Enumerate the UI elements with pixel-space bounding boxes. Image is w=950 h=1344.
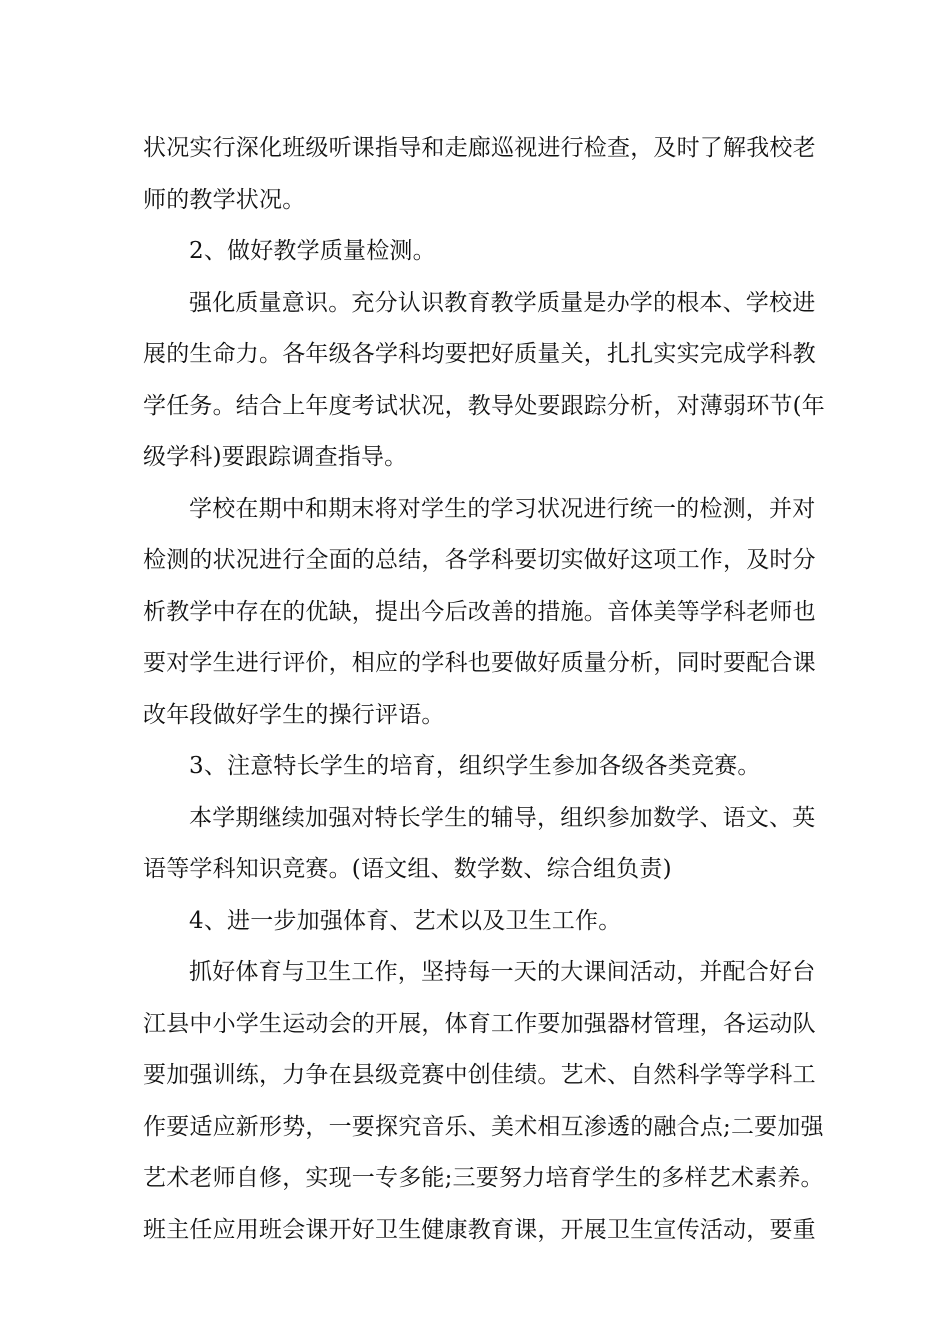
text-line: 师的教学状况。 bbox=[143, 186, 306, 213]
text-line: 展的生命力。各年级各学科均要把好质量关，扎扎实实完成学科教 bbox=[143, 341, 816, 367]
text-line: 检测的状况进行全面的总结，各学科要切实做好这项工作，及时分 bbox=[143, 547, 816, 573]
text-line: 艺术老师自修，实现一专多能;三要努力培育学生的多样艺术素养。 bbox=[143, 1165, 824, 1191]
text-line: 抓好体育与卫生工作，坚持每一天的大课间活动，并配合好台 bbox=[189, 959, 816, 985]
text-line: 要对学生进行评价，相应的学科也要做好质量分析，同时要配合课 bbox=[143, 650, 816, 676]
text-line: 语等学科知识竞赛。(语文组、数学数、综合组负责) bbox=[143, 856, 672, 882]
section-heading: 4、进一步加强体育、艺术以及卫生工作。 bbox=[189, 907, 622, 934]
section-heading: 2、做好教学质量检测。 bbox=[189, 238, 436, 264]
text-line: 本学期继续加强对特长学生的辅导，组织参加数学、语文、英 bbox=[189, 804, 816, 831]
text-line: 要加强训练，力争在县级竞赛中创佳绩。艺术、自然科学等学科工 bbox=[143, 1062, 816, 1088]
text-line: 班主任应用班会课开好卫生健康教育课，开展卫生宣传活动，要重 bbox=[143, 1216, 816, 1243]
text-line: 析教学中存在的优缺，提出今后改善的措施。音体美等学科老师也 bbox=[143, 598, 816, 625]
text-line: 改年段做好学生的操行评语。 bbox=[143, 701, 445, 728]
text-line: 学校在期中和期末将对学生的学习状况进行统一的检测，并对 bbox=[189, 495, 816, 522]
text-line: 级学科)要跟踪调查指导。 bbox=[143, 444, 408, 470]
text-line: 江县中小学生运动会的开展，体育工作要加强器材管理，各运动队 bbox=[143, 1010, 816, 1037]
section-heading: 3、注意特长学生的培育，组织学生参加各级各类竞赛。 bbox=[189, 753, 761, 779]
text-line: 作要适应新形势，一要探究音乐、美术相互渗透的融合点;二要加强 bbox=[143, 1113, 824, 1140]
text-line: 学任务。结合上年度考试状况，教导处要跟踪分析，对薄弱环节(年 bbox=[143, 392, 825, 419]
body-text bbox=[143, 128, 825, 1261]
text-line: 状况实行深化班级听课指导和走廊巡视进行检查，及时了解我校老 bbox=[143, 135, 816, 161]
text-line: 强化质量意识。充分认识教育教学质量是办学的根本、学校进 bbox=[189, 289, 816, 316]
